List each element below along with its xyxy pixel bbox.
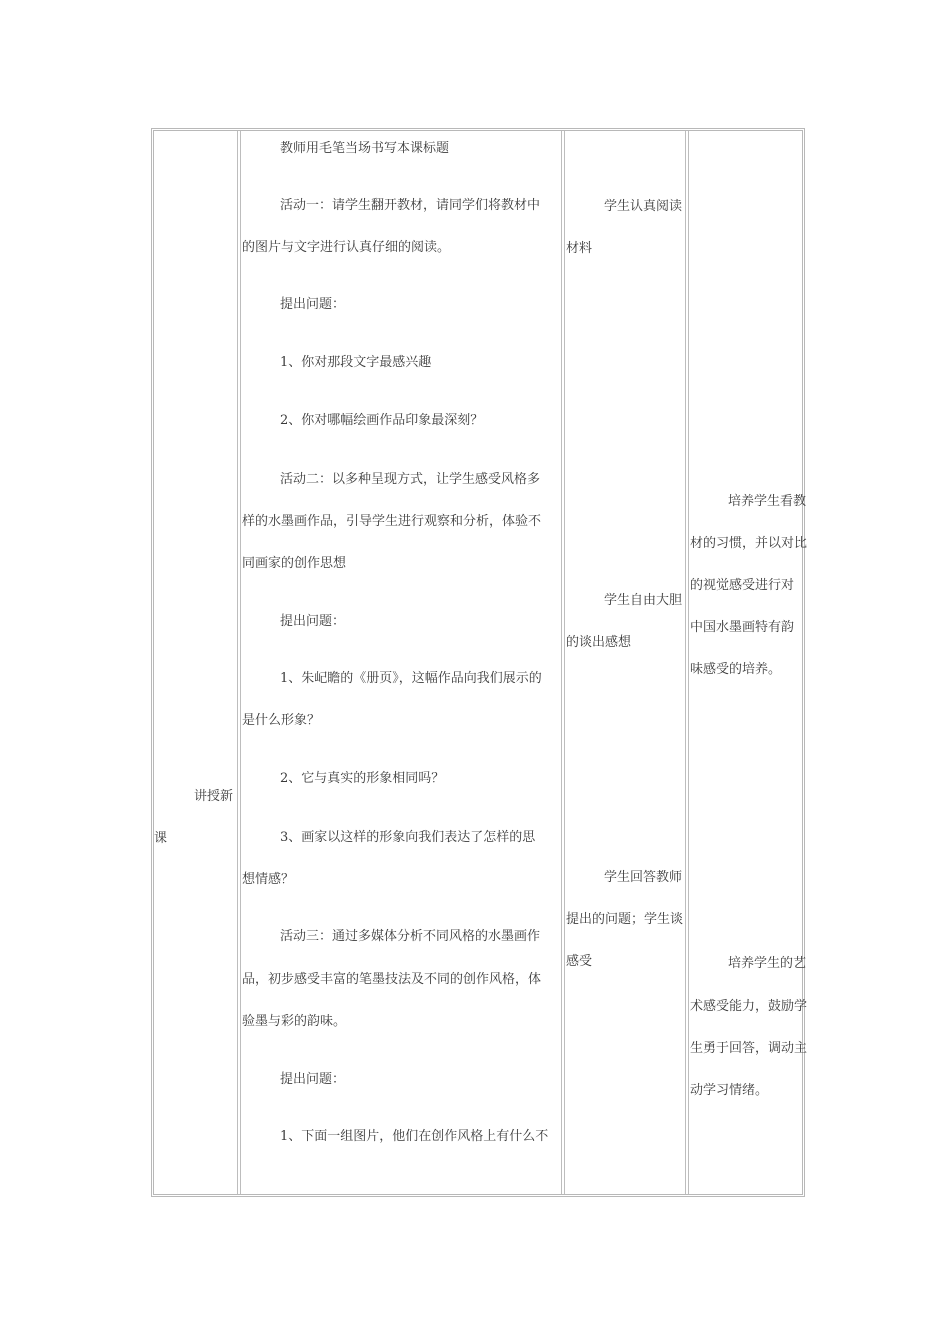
teacher-activity-line: 提出问题： — [280, 614, 346, 629]
lesson-stage-label: 课 — [154, 831, 168, 846]
design-intent-line: 中国水墨画特有韵 — [690, 620, 795, 635]
design-intent-line: 培养学生的艺 — [728, 956, 807, 971]
design-intent-line: 材的习惯，并以对比 — [690, 536, 808, 551]
teacher-activity-line: 2、它与真实的形象相同吗？ — [280, 771, 445, 786]
student-activity-line: 的谈出感想 — [566, 635, 632, 650]
design-intent-line: 术感受能力，鼓励学 — [690, 999, 808, 1014]
teacher-activity-line: 3、画家以这样的形象向我们表达了怎样的思 — [280, 830, 536, 845]
teacher-activity-line: 1、你对那段文字最感兴趣 — [280, 355, 432, 370]
teacher-activity-line: 活动一：请学生翻开教材，请同学们将教材中 — [280, 198, 541, 213]
teacher-activity-line: 2、你对哪幅绘画作品印象最深刻？ — [280, 413, 484, 428]
teacher-activity-line: 想情感？ — [242, 872, 295, 887]
student-activity-line: 学生自由大胆 — [604, 593, 683, 608]
teacher-activity-line: 同画家的创作思想 — [242, 556, 347, 571]
teacher-activity-line: 活动三：通过多媒体分析不同风格的水墨画作 — [280, 929, 541, 944]
column-divider — [685, 131, 689, 1194]
column-divider — [561, 131, 565, 1194]
teacher-activity-line: 品，初步感受丰富的笔墨技法及不同的创作风格，体 — [242, 972, 542, 987]
design-intent-line: 培养学生看教 — [728, 494, 807, 509]
student-activity-line: 提出的问题；学生谈 — [566, 912, 684, 927]
teacher-activity-line: 是什么形象？ — [242, 713, 321, 728]
student-activity-line: 材料 — [566, 241, 593, 256]
student-activity-line: 学生回答教师 — [604, 870, 683, 885]
student-activity-line: 感受 — [566, 954, 593, 969]
lesson-stage-label: 讲授新 — [194, 789, 234, 804]
teacher-activity-line: 活动二：以多种呈现方式，让学生感受风格多 — [280, 472, 541, 487]
teacher-activity-line: 教师用毛笔当场书写本课标题 — [280, 141, 450, 156]
teacher-activity-line: 样的水墨画作品，引导学生进行观察和分析，体验不 — [242, 514, 542, 529]
teacher-activity-line: 提出问题： — [280, 297, 346, 312]
column-divider — [237, 131, 241, 1194]
teacher-activity-line: 的图片与文字进行认真仔细的阅读。 — [242, 240, 451, 255]
design-intent-line: 动学习情绪。 — [690, 1083, 769, 1098]
design-intent-line: 生勇于回答，调动主 — [690, 1041, 808, 1056]
teacher-activity-line: 验墨与彩的韵味。 — [242, 1014, 347, 1029]
teacher-activity-line: 提出问题： — [280, 1072, 346, 1087]
design-intent-line: 的视觉感受进行对 — [690, 578, 795, 593]
teacher-activity-line: 1、下面一组图片，他们在创作风格上有什么不 — [280, 1129, 549, 1144]
student-activity-line: 学生认真阅读 — [604, 199, 683, 214]
teacher-activity-line: 1、朱屺瞻的《册页》，这幅作品向我们展示的 — [280, 671, 542, 686]
design-intent-line: 味感受的培养。 — [690, 662, 782, 677]
